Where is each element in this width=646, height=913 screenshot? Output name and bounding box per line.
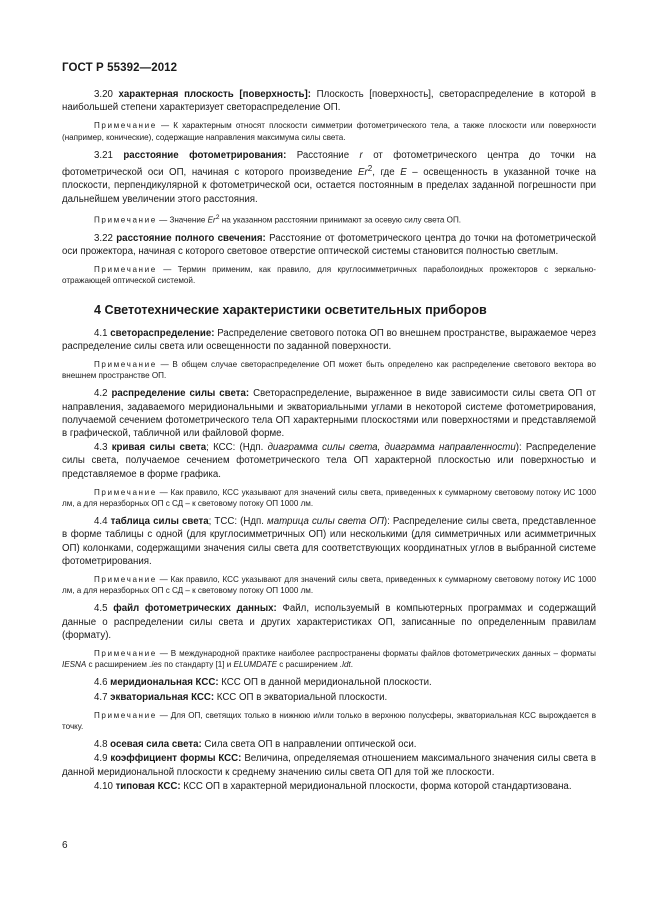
term-4-6: 4.6 меридиональная КСС: КСС ОП в данной меридиональной плоскости. [94, 677, 432, 689]
note-label: Примечание [94, 359, 157, 369]
document-header: ГОСТ Р 55392—2012 [62, 62, 178, 74]
term-title: кривая силы света [111, 442, 207, 454]
note-4-5: Примечание — В международной практике наиболее распространены форматы файлов фотометрических данных – форматы IESNA с расширением .ies по стандарту [1] и ELUMDATE с расширением .ldt. [62, 649, 596, 670]
term-title: расстояние фотометрирования: [123, 149, 287, 161]
page-number: 6 [62, 840, 68, 851]
note-label: Примечание [94, 487, 157, 497]
note-4-1: Примечание — В общем случае светораспределение ОП может быть определено как распределение светового вектора во внешнем пространстве ОП. [62, 359, 597, 381]
term-3-22: 3.22 расстояние полного свечения: Расстояние от фотометрического центра до точки на фотометрической оси прожектора, начиная с которого световое отверстие оптической системы становится полностью светлым. [62, 232, 596, 257]
page-content [62, 88, 596, 799]
note-label: Примечание [94, 265, 157, 275]
term-title: меридиональная КСС: [110, 677, 219, 689]
term-4-7: 4.7 экваториальная КСС: КСС ОП в экваториальной плоскости. [94, 691, 388, 703]
note-label: Примечание [94, 710, 157, 720]
note-3-20: Примечание — К характерным относят плоскости симметрии фотометрического тела, а также плоскости или поверхности (например, конические), содержащие направления максимума силы света. [62, 121, 596, 142]
term-4-3: 4.3 кривая силы света; КСС: (Ндп. диаграмма силы света, диаграмма направленности): Распределение силы света, получаемое сечением фотометрического тела ОП характерной плоскостью или поверхностью и представляемое в форме графика. [62, 442, 596, 480]
note-label: Примечание [94, 575, 157, 585]
term-4-5: 4.5 файл фотометрических данных: Файл, используемый в компьютерных программах и содержащий данные о распределении силы света и других характеристиках ОП, записанные по определенным правилам (формату). [62, 603, 596, 641]
note-label: Примечание [94, 649, 157, 659]
note-3-21: Примечание — Значение Er$^2$ на указанном расстоянии принимают за осевую силу света ОП. [94, 213, 462, 225]
note-4-3: Примечание — Как правило, КСС указывают для значений силы света, приведенных к суммарному световому потоку ИС 1000 лм, а для неразборных ОП с СД – к световому потоку ОП 1000 лм. [62, 487, 596, 508]
term-title: осевая сила света: [110, 739, 202, 751]
note-3-22: Примечание — Термин применим, как правило, для круглосимметричных параболоидных прожекторов с зеркально-отражающей оптической системой. [62, 265, 596, 286]
section-4-heading: 4 Светотехнические характеристики осветительных приборов [94, 302, 487, 317]
term-4-4: 4.4 таблица силы света; ТСС: (Ндп. матрица силы света ОП): Распределение силы света, представленное в форме таблицы с одной (для круглосимметричных ОП) или несколькими (для симметричных или асимметричных ОП) колонками, содержащими значения силы света для соответствующих координатных углов в выбранной системе фотометрирования. [62, 516, 596, 567]
term-3-20: 3.20 характерная плоскость [поверхность]: Плоскость [поверхность], светораспределение в которой в наибольшей степени характеризует светораспределение ОП. [62, 89, 596, 114]
term-title: светораспределение: [110, 327, 215, 339]
term-title: таблица силы света [110, 516, 209, 528]
term-4-2: 4.2 распределение силы света: Светораспределение, выраженное в виде зависимости силы света ОП от направления, задаваемого меридиональными и экваториальными углами в некоторой системе фотометрирования, получаемой сечением фотометрического тела ОП характерными плоскостями или поверхностями и представляемой в графической, табличной или файловой форме. [62, 388, 596, 439]
term-4-8: 4.8 осевая сила света: Сила света ОП в направлении оптической оси. [94, 739, 417, 751]
term-4-1: 4.1 светораспределение: Распределение светового потока ОП во внешнем пространстве, выражаемое через распределение силы света или освещенности по заданной поверхности. [62, 327, 596, 352]
term-title: распределение силы света: [111, 388, 250, 400]
note-4-7: Примечание — Для ОП, светящих только в нижнюю и/или только в верхнюю полусферы, экваториальная КСС вырождается в точку. [62, 710, 596, 732]
term-title: файл фотометрических данных: [113, 603, 277, 615]
note-4-4: Примечание — Как правило, КСС указывают для значений силы света, приведенных к суммарному световому потоку ИС 1000 лм, а для неразборных ОП с СД – к световому потоку ОП 1000 лм. [62, 575, 596, 596]
note-label: Примечание [94, 215, 157, 225]
note-label: Примечание [94, 121, 157, 131]
term-title: типовая КСС: [115, 780, 181, 792]
term-4-9: 4.9 коэффициент формы КСС: Величина, определяемая отношением максимального значения силы света в данной меридиональной плоскости к среднему значению силы света ОП для той же плоскости. [62, 753, 596, 778]
term-title: экваториальная КСС: [110, 691, 215, 703]
term-3-21: 3.21 расстояние фотометрирования: Расстояние r от фотометрического центра до точки на фотометрической оси ОП, начиная с которого произведение Er$^2$, где E – освещенность в указанной точке на плоскости, перпендикулярной к фотометрической оси, остается постоянным в пределах заданной погрешности при дальнейшем увеличении этого расстояния. [62, 149, 596, 205]
term-title: характерная плоскость [поверхность]: [118, 89, 311, 100]
term-title: расстояние полного свечения: [116, 232, 266, 244]
term-4-10: 4.10 типовая КСС: КСС ОП в характерной меридиональной плоскости, форма которой стандартизована. [94, 780, 572, 792]
term-title: коэффициент формы КСС: [110, 753, 242, 765]
